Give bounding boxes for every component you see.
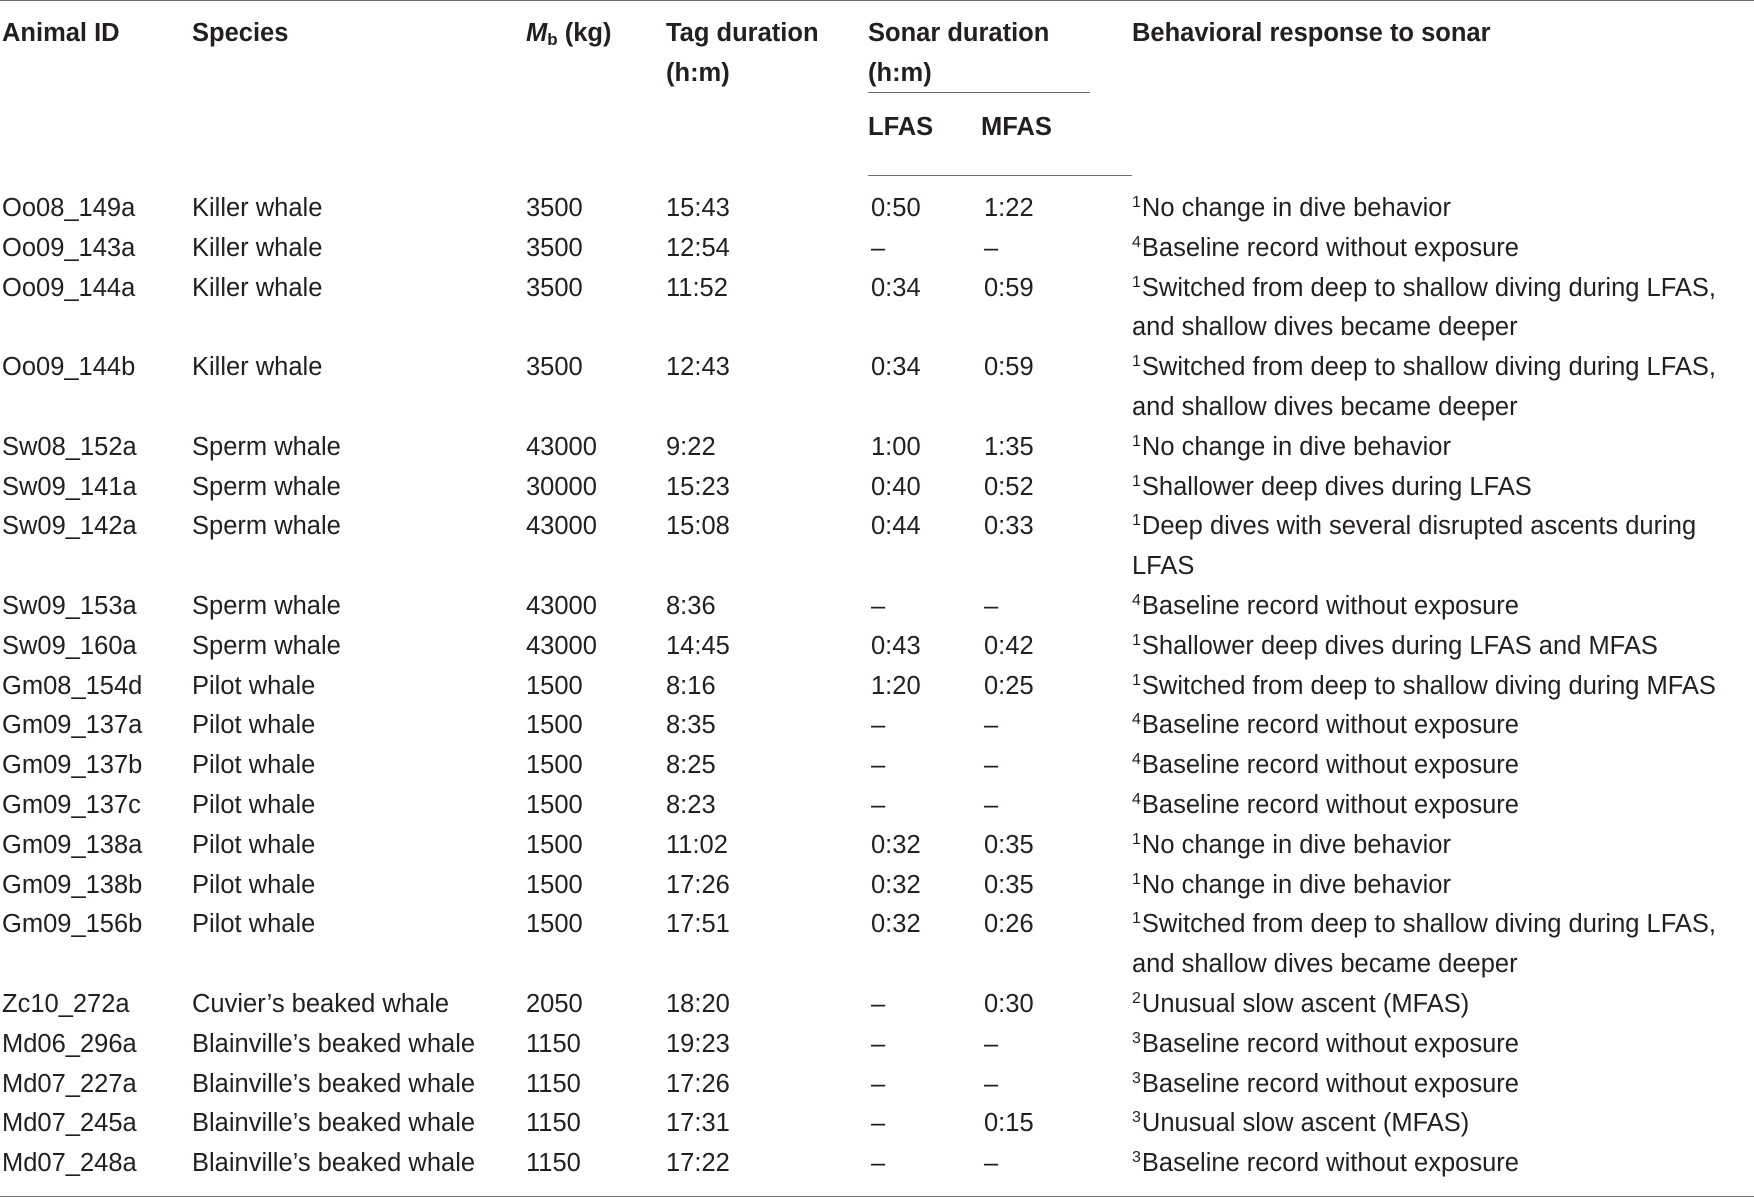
- cell-species: Pilot whale: [192, 910, 316, 939]
- cell-body-mass: 2050: [526, 989, 583, 1018]
- response-text: Shallower deep dives during LFAS and MFAS: [1141, 631, 1658, 660]
- cell-animal-id: Oo09_143a: [2, 233, 136, 262]
- cell-animal-id: Gm09_138a: [2, 830, 143, 859]
- cell-animal-id: Sw09_153a: [2, 591, 137, 620]
- cell-body-mass: 1500: [526, 751, 583, 780]
- cell-animal-id: Md07_248a: [0, 1144, 192, 1196]
- table-row: [0, 468, 1754, 508]
- footnote-marker: 4: [1132, 591, 1141, 609]
- cell-response: [1132, 985, 1754, 1025]
- cell-body-mass: 1150: [526, 1144, 666, 1196]
- cell-lfas: 0:34: [871, 273, 921, 302]
- response-text: Switched from deep to shallow diving during LFAS, and shallow dives became deeper: [1132, 910, 1716, 979]
- response-text: No change in dive behavior: [1141, 432, 1451, 461]
- header-lfas: LFAS: [868, 93, 981, 176]
- cell-lfas: 0:43: [871, 631, 921, 660]
- cell-lfas: –: [871, 1029, 886, 1058]
- cell-body-mass: 3500: [526, 233, 583, 262]
- cell-response: [1132, 587, 1754, 627]
- cell-body-mass: 1500: [526, 910, 583, 939]
- footnote-marker: 1: [1132, 353, 1141, 371]
- sonar-group-rule: [868, 92, 1090, 93]
- cell-response: [1132, 1065, 1754, 1105]
- response-text: Baseline record without exposure: [1141, 790, 1519, 819]
- cell-mfas: 0:35: [984, 870, 1034, 899]
- cell-lfas: 0:44: [871, 512, 921, 541]
- table-body: [0, 176, 1754, 1197]
- cell-lfas: –: [871, 591, 886, 620]
- cell-animal-id: Md07_245a: [2, 1109, 137, 1138]
- table-row: [0, 507, 1754, 587]
- cell-response: [1132, 348, 1754, 428]
- cell-body-mass: 30000: [526, 472, 597, 501]
- cell-animal-id: Oo09_144b: [2, 353, 136, 382]
- cell-mfas: –: [984, 1029, 999, 1058]
- cell-species: Killer whale: [192, 273, 323, 302]
- cell-animal-id: Sw08_152a: [2, 432, 137, 461]
- cell-response: [1132, 468, 1754, 508]
- cell-lfas: –: [871, 233, 886, 262]
- cell-mfas: 1:22: [984, 194, 1034, 222]
- cell-mfas: 0:59: [984, 273, 1034, 302]
- cell-lfas: –: [871, 790, 886, 819]
- cell-lfas: –: [871, 711, 886, 740]
- cell-animal-id: Gm09_156b: [2, 910, 143, 939]
- cell-species: Cuvier’s beaked whale: [192, 989, 450, 1018]
- response-text: Switched from deep to shallow diving during MFAS: [1141, 671, 1716, 700]
- table-row: [0, 667, 1754, 707]
- header-animal-id: Animal ID: [0, 1, 192, 176]
- cell-lfas: –: [871, 1109, 886, 1138]
- cell-species: Blainville’s beaked whale: [192, 1144, 526, 1196]
- cell-animal-id: Gm08_154d: [2, 671, 143, 700]
- cell-mfas: 0:35: [984, 830, 1034, 859]
- cell-mfas: 0:25: [984, 671, 1034, 700]
- response-text: Baseline record without exposure: [1141, 1029, 1519, 1058]
- table-row: [0, 746, 1754, 786]
- sonar-duration-label: Sonar duration (h:m): [868, 19, 1050, 87]
- table-row: [0, 229, 1754, 269]
- header-species: Species: [192, 1, 526, 176]
- cell-tag-duration: 12:54: [666, 233, 730, 262]
- footnote-marker: 3: [1132, 1109, 1141, 1127]
- cell-response: [1132, 706, 1754, 746]
- cell-body-mass: 1500: [526, 711, 583, 740]
- response-text: No change in dive behavior: [1141, 830, 1451, 859]
- table-row: [0, 1065, 1754, 1105]
- cell-lfas: –: [871, 1069, 886, 1098]
- cell-response: [1132, 176, 1754, 229]
- table-row: [0, 428, 1754, 468]
- cell-lfas: 0:32: [871, 870, 921, 899]
- cell-tag-duration: 14:45: [666, 631, 730, 660]
- cell-response: [1132, 1025, 1754, 1065]
- tag-duration-label: Tag duration (h:m): [666, 19, 819, 87]
- cell-response: [1132, 667, 1754, 707]
- cell-body-mass: 1500: [526, 790, 583, 819]
- cell-animal-id: Sw09_142a: [2, 512, 137, 541]
- response-text: Baseline record without exposure: [1141, 591, 1519, 620]
- response-text: Deep dives with several disrupted ascents during LFAS: [1132, 512, 1697, 581]
- cell-animal-id: Oo08_149a: [2, 193, 136, 222]
- cell-mfas: –: [984, 1069, 999, 1098]
- cell-mfas: –: [984, 751, 999, 780]
- response-text: Baseline record without exposure: [1141, 1149, 1519, 1178]
- cell-mfas: 0:26: [984, 910, 1034, 939]
- cell-mfas: 0:15: [984, 1109, 1034, 1138]
- header-response: Behavioral response to sonar: [1132, 1, 1754, 176]
- cell-lfas: –: [868, 1144, 981, 1196]
- table-row: [0, 826, 1754, 866]
- response-text: No change in dive behavior: [1141, 193, 1451, 222]
- cell-lfas: 0:40: [871, 472, 921, 501]
- cell-response: [1132, 905, 1754, 985]
- cell-mfas: 0:52: [984, 472, 1034, 501]
- body-mass-symbol: M: [526, 19, 548, 47]
- cell-animal-id: Md06_296a: [2, 1029, 137, 1058]
- response-text: Switched from deep to shallow diving during LFAS, and shallow dives became deeper: [1132, 353, 1716, 421]
- response-text: Switched from deep to shallow diving during LFAS, and shallow dives became deeper: [1132, 273, 1716, 342]
- cell-mfas: 0:30: [984, 989, 1034, 1018]
- cell-mfas: –: [981, 1144, 1132, 1196]
- footnote-marker: 1: [1132, 472, 1141, 490]
- cell-response: [1132, 627, 1754, 667]
- footnote-marker: 3: [1132, 1029, 1141, 1047]
- cell-tag-duration: 11:52: [666, 273, 728, 302]
- cell-mfas: –: [984, 591, 999, 620]
- cell-mfas: 0:33: [984, 512, 1034, 541]
- cell-species: Killer whale: [192, 233, 323, 262]
- cell-species: Pilot whale: [192, 870, 316, 899]
- response-text: Baseline record without exposure: [1141, 751, 1519, 780]
- cell-response: [1132, 269, 1754, 349]
- footnote-marker: 4: [1132, 711, 1141, 729]
- cell-lfas: 0:32: [871, 910, 921, 939]
- cell-tag-duration: 17:22: [666, 1144, 868, 1196]
- response-text: Unusual slow ascent (MFAS): [1141, 989, 1470, 1018]
- footnote-marker: 1: [1132, 512, 1141, 530]
- cell-mfas: 0:59: [984, 353, 1034, 382]
- cell-body-mass: 43000: [526, 631, 597, 660]
- cell-tag-duration: 12:43: [666, 353, 730, 382]
- cell-response: [1132, 229, 1754, 269]
- footnote-marker: 4: [1132, 790, 1141, 808]
- response-text: Shallower deep dives during LFAS: [1141, 472, 1532, 501]
- cell-animal-id: Zc10_272a: [2, 989, 130, 1018]
- footnote-marker: 4: [1132, 751, 1141, 769]
- cell-body-mass: 3500: [526, 353, 583, 382]
- cell-response: [1132, 507, 1754, 587]
- header-sonar-duration: [868, 1, 1132, 94]
- cell-tag-duration: 17:31: [666, 1109, 730, 1138]
- cell-animal-id: Gm09_137c: [2, 790, 141, 819]
- footnote-marker: 1: [1132, 910, 1141, 928]
- cell-animal-id: Sw09_160a: [2, 631, 137, 660]
- header-body-mass: [526, 1, 666, 176]
- footnote-marker: 1: [1132, 193, 1141, 211]
- table-row: [0, 176, 1754, 229]
- response-text: Baseline record without exposure: [1141, 711, 1519, 740]
- cell-body-mass: 43000: [526, 512, 597, 541]
- footnote-marker: 3: [1132, 1149, 1141, 1167]
- cell-lfas: 0:50: [871, 194, 921, 222]
- cell-body-mass: 43000: [526, 591, 597, 620]
- cell-body-mass: 1500: [526, 671, 583, 700]
- cell-mfas: 0:42: [984, 631, 1034, 660]
- cell-mfas: –: [984, 233, 999, 262]
- table-row: [0, 905, 1754, 985]
- cell-species: Pilot whale: [192, 671, 316, 700]
- table-row: [0, 587, 1754, 627]
- cell-tag-duration: 18:20: [666, 989, 730, 1018]
- cell-response: [1132, 786, 1754, 826]
- cell-body-mass: 1150: [526, 1109, 581, 1138]
- cell-species: Sperm whale: [192, 631, 341, 660]
- cell-response: [1132, 826, 1754, 866]
- cell-body-mass: 1150: [526, 1029, 581, 1058]
- cell-species: Sperm whale: [192, 432, 341, 461]
- cell-response: [1132, 866, 1754, 906]
- footnote-marker: 1: [1132, 870, 1141, 888]
- cell-species: Sperm whale: [192, 512, 341, 541]
- cell-response: [1132, 746, 1754, 786]
- cell-species: Killer whale: [192, 353, 323, 382]
- cell-tag-duration: 8:35: [666, 711, 716, 740]
- cell-tag-duration: 8:16: [666, 671, 716, 700]
- footnote-marker: 1: [1132, 631, 1141, 649]
- cell-body-mass: 1500: [526, 830, 583, 859]
- cell-mfas: –: [984, 711, 999, 740]
- cell-lfas: 1:00: [871, 432, 921, 461]
- cell-species: Pilot whale: [192, 830, 316, 859]
- cell-lfas: 0:32: [871, 830, 921, 859]
- cell-tag-duration: 19:23: [666, 1029, 730, 1058]
- cell-animal-id: Oo09_144a: [2, 273, 136, 302]
- cell-species: Killer whale: [192, 193, 323, 222]
- cell-body-mass: 3500: [526, 193, 583, 222]
- footnote-marker: 1: [1132, 671, 1141, 689]
- cell-tag-duration: 17:51: [666, 910, 730, 939]
- cell-tag-duration: 15:43: [666, 193, 730, 222]
- footnote-marker: 3: [1132, 1069, 1141, 1087]
- footnote-marker: 2: [1132, 989, 1141, 1007]
- cell-lfas: 0:34: [871, 353, 921, 382]
- table-row: [0, 348, 1754, 428]
- table-row: [0, 269, 1754, 349]
- response-text: Baseline record without exposure: [1141, 233, 1519, 262]
- cell-species: Blainville’s beaked whale: [192, 1029, 476, 1058]
- cell-animal-id: Gm09_137b: [2, 751, 143, 780]
- cell-body-mass: 43000: [526, 432, 597, 461]
- cell-species: Pilot whale: [192, 751, 316, 780]
- cell-animal-id: Gm09_138b: [2, 870, 143, 899]
- cell-species: Pilot whale: [192, 711, 316, 740]
- cell-tag-duration: 17:26: [666, 1069, 730, 1098]
- cell-body-mass: 1150: [526, 1069, 581, 1098]
- cell-tag-duration: 15:23: [666, 472, 730, 501]
- cell-tag-duration: 9:22: [666, 432, 716, 461]
- cell-species: Sperm whale: [192, 591, 341, 620]
- cell-response: [1132, 1144, 1754, 1196]
- table-row: [0, 706, 1754, 746]
- cell-animal-id: Gm09_137a: [2, 711, 143, 740]
- cell-tag-duration: 17:26: [666, 870, 730, 899]
- table-row: [0, 627, 1754, 667]
- cell-body-mass: 1500: [526, 870, 583, 899]
- cell-lfas: 1:20: [871, 671, 921, 700]
- cell-response: [1132, 1104, 1754, 1144]
- cell-animal-id: Sw09_141a: [2, 472, 137, 501]
- cell-body-mass: 3500: [526, 273, 583, 302]
- footnote-marker: 1: [1132, 830, 1141, 848]
- cell-tag-duration: 8:25: [666, 751, 716, 780]
- header-tag-duration: [666, 1, 868, 176]
- cell-lfas: –: [871, 989, 886, 1018]
- cell-lfas: –: [871, 751, 886, 780]
- footnote-marker: 4: [1132, 233, 1141, 251]
- cell-tag-duration: 8:23: [666, 790, 716, 819]
- body-mass-subscript: b: [547, 30, 558, 49]
- table-row: [0, 1104, 1754, 1144]
- cell-mfas: –: [984, 790, 999, 819]
- cell-tag-duration: 15:08: [666, 512, 730, 541]
- header-mfas: MFAS: [981, 93, 1132, 176]
- cell-species: Sperm whale: [192, 472, 341, 501]
- body-mass-unit: (kg): [557, 19, 612, 47]
- response-text: No change in dive behavior: [1141, 870, 1451, 899]
- footnote-marker: 1: [1132, 432, 1141, 450]
- cell-tag-duration: 8:36: [666, 591, 716, 620]
- cell-species: Pilot whale: [192, 790, 316, 819]
- cell-tag-duration: 11:02: [666, 830, 728, 859]
- cell-species: Blainville’s beaked whale: [192, 1109, 476, 1138]
- cell-response: [1132, 428, 1754, 468]
- table-row: [0, 985, 1754, 1025]
- table-row: [0, 1025, 1754, 1065]
- response-text: Unusual slow ascent (MFAS): [1141, 1109, 1470, 1138]
- table-row: [0, 1144, 1754, 1196]
- cell-animal-id: Md07_227a: [2, 1069, 137, 1098]
- footnote-marker: 1: [1132, 273, 1141, 291]
- table-header: [0, 1, 1754, 176]
- response-text: Baseline record without exposure: [1141, 1069, 1519, 1098]
- cell-mfas: 1:35: [984, 432, 1034, 461]
- table-row: [0, 786, 1754, 826]
- table-row: [0, 866, 1754, 906]
- cell-species: Blainville’s beaked whale: [192, 1069, 476, 1098]
